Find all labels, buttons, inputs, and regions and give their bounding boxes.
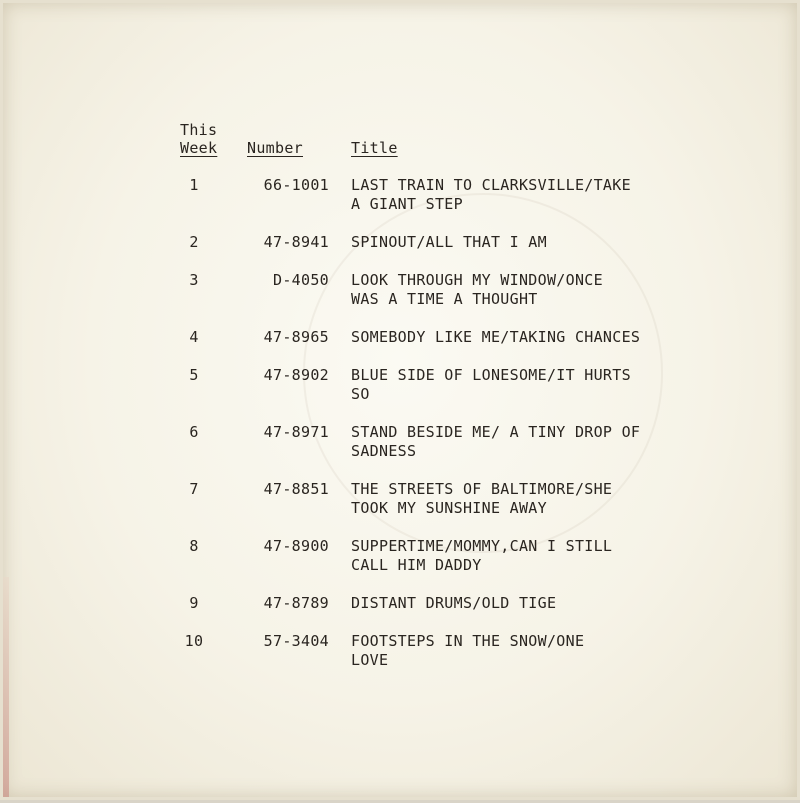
row-week: 1 xyxy=(189,176,199,194)
row-week: 2 xyxy=(189,233,199,251)
row-title-line2: TOOK MY SUNSHINE AWAY xyxy=(351,499,547,517)
row-number: 47-8851 xyxy=(263,480,329,498)
chart-row xyxy=(179,594,739,634)
row-title-line1: DISTANT DRUMS/OLD TIGE xyxy=(351,594,557,612)
row-title xyxy=(351,176,731,214)
row-number: 47-8971 xyxy=(263,423,329,441)
row-number: 47-8902 xyxy=(263,366,329,384)
chart-row xyxy=(179,480,739,520)
row-title-line1: FOOTSTEPS IN THE SNOW/ONE xyxy=(351,632,585,650)
row-title-line1: BLUE SIDE OF LONESOME/IT HURTS xyxy=(351,366,631,384)
row-week: 10 xyxy=(184,632,204,650)
chart-row xyxy=(179,423,739,463)
chart-row xyxy=(179,176,739,216)
row-title-line1: SOMEBODY LIKE ME/TAKING CHANCES xyxy=(351,328,641,346)
row-week: 3 xyxy=(189,271,199,289)
row-title xyxy=(351,537,731,575)
row-title-line2: SADNESS xyxy=(351,442,417,460)
chart-row xyxy=(179,632,739,672)
chart-row xyxy=(179,366,739,406)
chart-rows xyxy=(3,3,800,803)
row-title-line2: A GIANT STEP xyxy=(351,195,463,213)
row-title xyxy=(351,366,731,404)
row-number: D-4050 xyxy=(273,271,329,289)
row-number: 47-8941 xyxy=(263,233,329,251)
header-number: Number xyxy=(247,139,303,157)
row-number: 57-3404 xyxy=(263,632,329,650)
row-title xyxy=(351,423,731,461)
row-title xyxy=(351,594,731,613)
chart-row xyxy=(179,271,739,311)
row-title-line2: CALL HIM DADDY xyxy=(351,556,482,574)
row-week: 4 xyxy=(189,328,199,346)
header-title: Title xyxy=(351,139,398,157)
row-title xyxy=(351,480,731,518)
row-week: 9 xyxy=(189,594,199,612)
row-number: 66-1001 xyxy=(263,176,329,194)
row-number: 47-8965 xyxy=(263,328,329,346)
header-week-line1: This xyxy=(180,121,218,139)
row-title-line2: SO xyxy=(351,385,370,403)
row-title-line1: SUPPERTIME/MOMMY,CAN I STILL xyxy=(351,537,613,555)
row-title-line1: LAST TRAIN TO CLARKSVILLE/TAKE xyxy=(351,176,631,194)
row-title-line1: THE STREETS OF BALTIMORE/SHE xyxy=(351,480,613,498)
chart-row xyxy=(179,233,739,273)
row-title xyxy=(351,233,731,252)
row-title xyxy=(351,328,731,347)
row-week: 7 xyxy=(189,480,199,498)
row-number: 47-8900 xyxy=(263,537,329,555)
row-title xyxy=(351,632,731,670)
row-title-line1: STAND BESIDE ME/ A TINY DROP OF xyxy=(351,423,641,441)
row-title-line1: SPINOUT/ALL THAT I AM xyxy=(351,233,547,251)
row-title-line2: LOVE xyxy=(351,651,389,669)
row-title xyxy=(351,271,731,309)
chart-row xyxy=(179,328,739,368)
row-title-line1: LOOK THROUGH MY WINDOW/ONCE xyxy=(351,271,603,289)
header-week-line2: Week xyxy=(180,139,218,157)
chart-row xyxy=(179,537,739,577)
row-week: 5 xyxy=(189,366,199,384)
row-number: 47-8789 xyxy=(263,594,329,612)
row-week: 8 xyxy=(189,537,199,555)
row-week: 6 xyxy=(189,423,199,441)
row-title-line2: WAS A TIME A THOUGHT xyxy=(351,290,538,308)
